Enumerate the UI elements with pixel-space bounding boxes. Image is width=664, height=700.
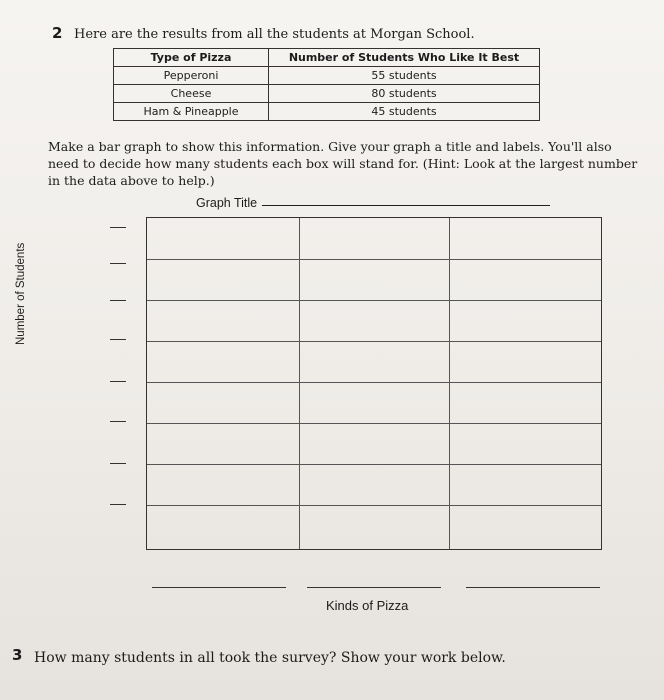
y-axis-label: Number of Students bbox=[15, 242, 27, 345]
table-header-count: Number of Students Who Like It Best bbox=[269, 49, 540, 67]
graph-title-blank[interactable] bbox=[262, 205, 550, 206]
grid-line bbox=[449, 218, 450, 549]
instructions-paragraph: Make a bar graph to show this information. Give your graph a title and labels. You'll also need to decide how many students each box will stand for. (Hint: Look at the largest number in the data above to help.) bbox=[48, 139, 638, 188]
y-tick-blank[interactable] bbox=[110, 300, 126, 301]
table-cell-pizza: Pepperoni bbox=[114, 67, 269, 85]
table-cell-pizza: Cheese bbox=[114, 85, 269, 103]
table-cell-count: 80 students bbox=[269, 85, 540, 103]
x-axis-label: Kinds of Pizza bbox=[326, 598, 409, 613]
x-category-blank[interactable] bbox=[307, 587, 441, 588]
x-category-blank[interactable] bbox=[466, 587, 600, 588]
question-3-number: 3 bbox=[12, 646, 23, 664]
y-tick-blank[interactable] bbox=[110, 504, 126, 505]
question-2-prompt: Here are the results from all the students at Morgan School. bbox=[74, 27, 475, 42]
grid-line bbox=[147, 382, 601, 383]
grid-line bbox=[147, 423, 601, 424]
table-cell-count: 55 students bbox=[269, 67, 540, 85]
table-row bbox=[114, 67, 540, 85]
grid-line bbox=[299, 218, 300, 549]
bar-graph-grid[interactable] bbox=[146, 217, 602, 550]
y-tick-blank[interactable] bbox=[110, 263, 126, 264]
grid-line bbox=[147, 505, 601, 506]
pizza-data-table bbox=[113, 48, 540, 121]
y-tick-blank[interactable] bbox=[110, 339, 126, 340]
y-tick-blank[interactable] bbox=[110, 421, 126, 422]
question-2-number: 2 bbox=[52, 24, 63, 42]
table-header-row bbox=[114, 49, 540, 67]
x-category-blank[interactable] bbox=[152, 587, 286, 588]
y-tick-blank[interactable] bbox=[110, 227, 126, 228]
grid-line bbox=[147, 464, 601, 465]
question-3-prompt: How many students in all took the survey? Show your work below. bbox=[34, 650, 506, 666]
table-header-type: Type of Pizza bbox=[114, 49, 269, 67]
graph-title-label: Graph Title bbox=[196, 196, 258, 210]
table-row bbox=[114, 103, 540, 121]
table-cell-count: 45 students bbox=[269, 103, 540, 121]
y-tick-blank[interactable] bbox=[110, 381, 126, 382]
table-cell-pizza: Ham & Pineapple bbox=[114, 103, 269, 121]
table-row bbox=[114, 85, 540, 103]
grid-line bbox=[147, 259, 601, 260]
grid-line bbox=[147, 300, 601, 301]
y-tick-blank[interactable] bbox=[110, 463, 126, 464]
grid-line bbox=[147, 341, 601, 342]
